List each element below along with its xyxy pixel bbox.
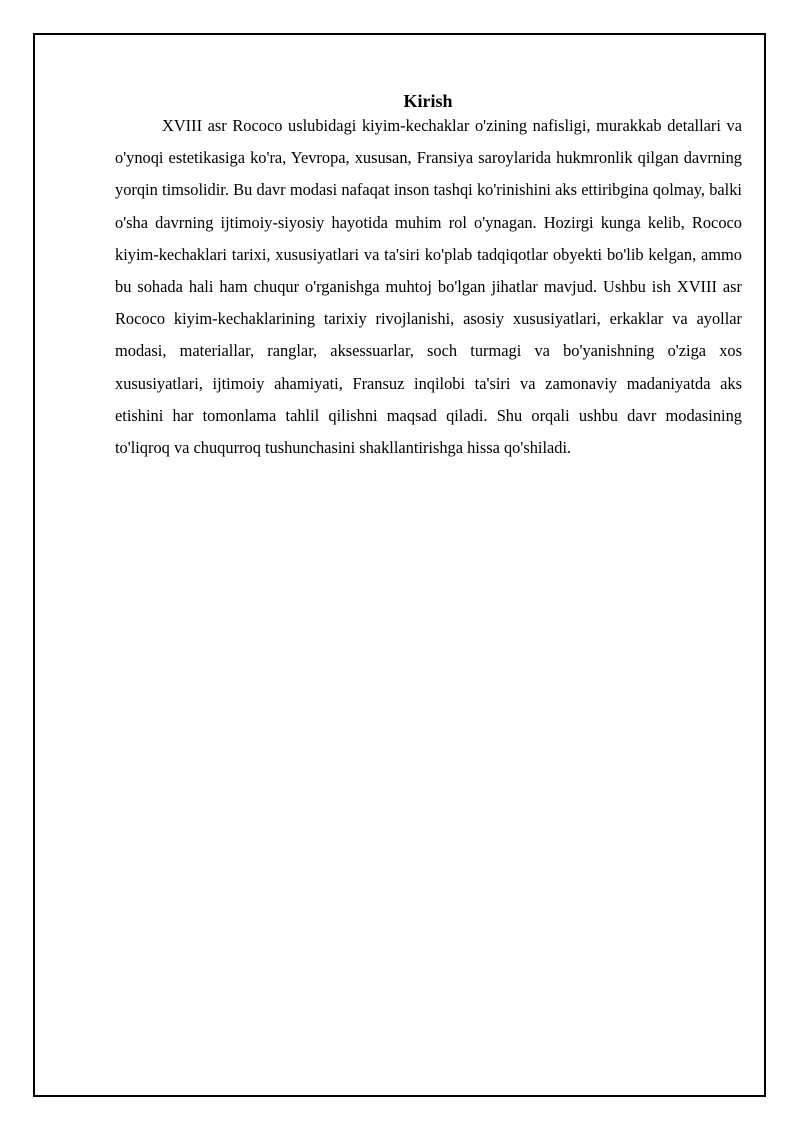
page-title: Kirish <box>403 91 453 112</box>
body-paragraph: XVIII asr Rococo uslubidagi kiyim-kechaklar o'zining nafisligi, murakkab detallari va o'ynoqi estetikasiga ko'ra, Yevropa, xususan, Fransiya saroylarida hukmronlik qilgan davrning yorqin timsolidir. Bu davr modasi nafaqat inson tashqi ko'rinishini aks ettiribgina qolmay, balki o'sha davrning ijtimoiy-siyosiy hayotida muhim rol o'ynagan. Hozirgi kunga kelib, Rococo kiyim-kechaklari tarixi, xususiyatlari va ta'siri ko'plab tadqiqotlar obyekti bo'lib kelgan, ammo bu sohada hali ham chuqur o'rganishga muhtoj bo'lgan jihatlar mavjud. Ushbu ish XVIII asr Rococo kiyim-kechaklarining tarixiy rivojlanishi, asosiy xususiyatlari, erkaklar va ayollar modasi, materiallar, ranglar, aksessuarlar, soch turmagi va bo'yanishning o'ziga xos xususiyatlari, ijtimoiy ahamiyati, Fransuz inqilobi ta'siri va zamonaviy madaniyatda aks etishini har tomonlama tahlil qilishni maqsad qiladi. Shu orqali ushbu davr modasining to'liqroq va chuqurroq tushunchasini shakllantirishga hissa qo'shiladi. <box>115 116 742 458</box>
